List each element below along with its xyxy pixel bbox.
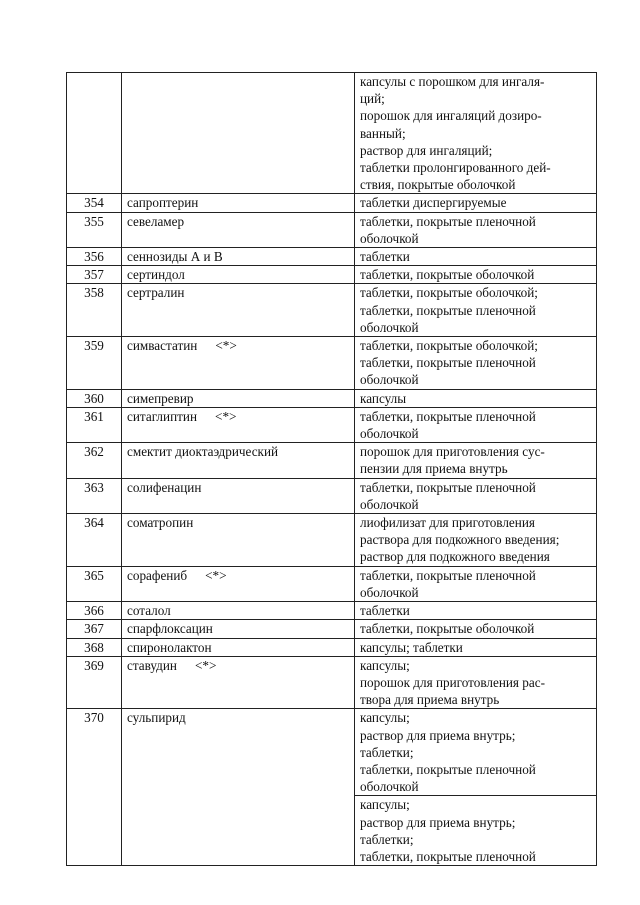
dosage-form: капсулы с порошком для ингаля- ций; порошок для ингаляций дозиро- ванный; раствор для ингаляций; таблетки пролонгированного дей- ствия, покрытые оболочкой — [355, 73, 597, 194]
drug-name: севеламер — [127, 213, 185, 229]
table-row — [67, 407, 597, 442]
dosage-form-cell — [355, 709, 597, 866]
drug-name: сертралин — [127, 285, 185, 301]
row-number: 365 — [67, 566, 122, 601]
drug-name: спарфлоксацин — [127, 621, 213, 637]
drug-name: симвастатин — [127, 338, 198, 354]
row-number — [67, 73, 122, 194]
row-number: 361 — [67, 407, 122, 442]
drug-name-cell — [122, 566, 355, 601]
row-number: 362 — [67, 443, 122, 478]
table-row — [67, 337, 597, 390]
dosage-form: лиофилизат для приготовления раствора для подкожного введения; раствор для подкожного введения — [355, 514, 597, 567]
row-number: 368 — [67, 638, 122, 656]
table-row — [67, 620, 597, 638]
drug-name-cell — [122, 212, 355, 247]
drug-name-cell — [122, 73, 355, 194]
dosage-form: таблетки, покрытые пленочной оболочкой — [355, 407, 597, 442]
row-number: 366 — [67, 602, 122, 620]
row-number: 364 — [67, 514, 122, 567]
dosage-form: таблетки — [355, 248, 597, 266]
table-body — [67, 73, 597, 709]
drug-name: сертиндол — [127, 267, 185, 283]
row-number: 369 — [67, 656, 122, 709]
table-row — [67, 478, 597, 513]
dosage-form: капсулы; раствор для приема внутрь; таблетки; таблетки, покрытые пленочной оболочкой — [360, 710, 536, 795]
asterisk-mark: <*> — [215, 408, 237, 424]
table-row — [67, 443, 597, 478]
table-row — [67, 389, 597, 407]
row-number: 358 — [67, 284, 122, 337]
table-row — [67, 194, 597, 212]
table-row — [67, 602, 597, 620]
drug-name-cell — [122, 656, 355, 709]
asterisk-mark: <*> — [195, 657, 217, 673]
dosage-form: таблетки, покрытые оболочкой — [355, 266, 597, 284]
drug-name: сульпирид — [122, 709, 355, 866]
table-row — [67, 248, 597, 266]
drug-name-cell — [122, 620, 355, 638]
medication-table — [66, 72, 597, 866]
table-row — [67, 266, 597, 284]
table-row — [67, 73, 597, 194]
drug-name-cell — [122, 248, 355, 266]
table-row — [67, 656, 597, 709]
drug-name-cell — [122, 407, 355, 442]
table-row — [67, 514, 597, 567]
dosage-form: таблетки, покрытые оболочкой; таблетки, покрытые пленочной оболочкой — [355, 337, 597, 390]
drug-name-cell — [122, 284, 355, 337]
dosage-form: таблетки, покрытые оболочкой; таблетки, покрытые пленочной оболочкой — [355, 284, 597, 337]
dosage-form: таблетки, покрытые оболочкой — [355, 620, 597, 638]
dosage-form: таблетки — [355, 602, 597, 620]
row-number: 354 — [67, 194, 122, 212]
drug-name: ситаглиптин — [127, 408, 198, 424]
table-row — [67, 212, 597, 247]
drug-name: ставудин — [127, 657, 177, 673]
drug-name: сапроптерин — [127, 195, 199, 211]
drug-name: сеннозиды А и В — [127, 249, 223, 265]
row-number: 367 — [67, 620, 122, 638]
drug-name-cell — [122, 337, 355, 390]
table-row — [67, 638, 597, 656]
dosage-form: капсулы — [355, 389, 597, 407]
drug-name: соталол — [127, 603, 171, 619]
row-number: 360 — [67, 389, 122, 407]
drug-name: смектит диоктаэдрический — [127, 444, 279, 460]
dosage-form: капсулы; порошок для приготовления рас- твора для приема внутрь — [355, 656, 597, 709]
drug-name: сорафениб — [127, 567, 188, 583]
drug-name-cell — [122, 266, 355, 284]
row-number: 357 — [67, 266, 122, 284]
drug-name-cell — [122, 389, 355, 407]
dosage-form: таблетки диспергируемые — [355, 194, 597, 212]
asterisk-mark: <*> — [205, 567, 227, 583]
row-number: 356 — [67, 248, 122, 266]
dosage-form: капсулы; таблетки — [355, 638, 597, 656]
drug-name-cell — [122, 194, 355, 212]
drug-name-cell — [122, 514, 355, 567]
row-number: 370 — [67, 709, 122, 866]
dosage-form: порошок для приготовления сус- пензии для приема внутрь — [355, 443, 597, 478]
row-number: 363 — [67, 478, 122, 513]
dosage-form-continued: капсулы; раствор для приема внутрь; таблетки; таблетки, покрытые пленочной — [355, 795, 596, 865]
dosage-form: таблетки, покрытые пленочной оболочкой — [355, 566, 597, 601]
drug-name-cell — [122, 602, 355, 620]
drug-name: симепревир — [127, 390, 194, 406]
drug-name: спиронолактон — [127, 639, 212, 655]
drug-name-cell — [122, 478, 355, 513]
asterisk-mark: <*> — [215, 338, 237, 354]
row-number: 355 — [67, 212, 122, 247]
dosage-form: таблетки, покрытые пленочной оболочкой — [355, 212, 597, 247]
drug-name: соматропин — [127, 515, 194, 531]
drug-name: солифенацин — [127, 479, 202, 495]
dosage-form: таблетки, покрытые пленочной оболочкой — [355, 478, 597, 513]
drug-name-cell — [122, 638, 355, 656]
drug-name-cell — [122, 443, 355, 478]
table-row — [67, 566, 597, 601]
row-number: 359 — [67, 337, 122, 390]
table-row — [67, 284, 597, 337]
table-row — [67, 709, 597, 866]
